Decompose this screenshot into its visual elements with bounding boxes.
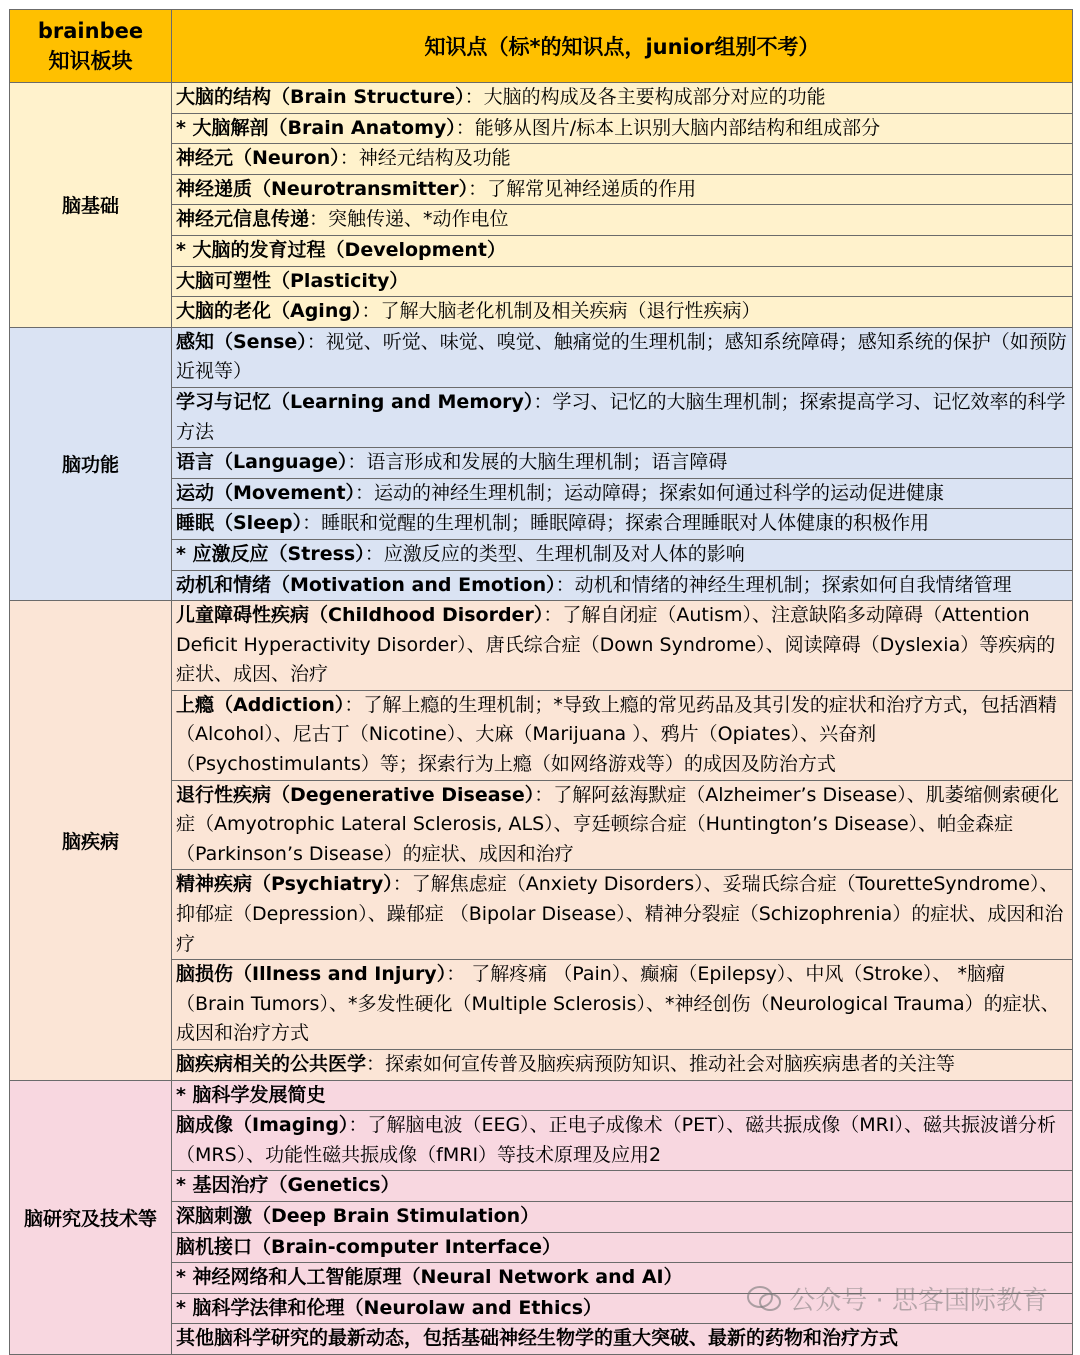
knowledge-item-desc: ：了解阿兹海默症（Alzheimer’s Disease）、肌萎缩侧索硬化症（Amyotrophic Lateral Sclerosis, ALS）、亨廷顿综合症（Huntington’s Disease）、帕金森症（Parkinson’s Disease）的症状、成因和治疗 <box>176 783 1059 865</box>
wechat-icon <box>747 1286 781 1312</box>
knowledge-item <box>172 1201 1073 1232</box>
knowledge-item-title: 神经元信息传递 <box>176 208 310 231</box>
knowledge-table <box>9 9 1073 1355</box>
knowledge-item-desc: ：了解上瘾的生理机制；*导致上瘾的常见药品及其引发的症状和治疗方式，包括酒精（Alcohol）、尼古丁（Nicotine）、大麻（Marijuana ）、鸦片（Opiates）、兴奋剂（Psychostimulants）等；探索行为上瘾（如网络游戏等）的成因及防治方式 <box>176 693 1057 776</box>
knowledge-item-title: 语言（Language） <box>176 451 348 474</box>
knowledge-item <box>172 83 1073 114</box>
knowledge-item <box>172 539 1073 570</box>
knowledge-item <box>172 1080 1073 1111</box>
knowledge-item-title: * 脑科学发展简史 <box>176 1083 326 1106</box>
knowledge-item-desc: ：大脑的构成及各主要构成部分对应的功能 <box>464 86 826 108</box>
knowledge-item <box>172 266 1073 297</box>
knowledge-item-title: 神经递质（Neurotransmitter） <box>176 177 469 200</box>
knowledge-item-title: 脑成像（Imaging） <box>176 1114 349 1137</box>
knowledge-item <box>172 235 1073 266</box>
header-col-category <box>10 10 172 83</box>
knowledge-item-desc: ：了解自闭症（Autism）、注意缺陷多动障碍（Attention Deficit Hyperactivity Disorder）、唐氏综合症（Down Syndrome）、阅读障碍（Dyslexia）等疾病的症状、成因、治疗 <box>176 604 1056 686</box>
knowledge-item-title: 脑机接口（Brain-computer Interface） <box>176 1235 561 1258</box>
knowledge-item-title: 脑损伤（Illness and Injury） <box>176 963 447 986</box>
category-brain-function: 脑功能 <box>10 327 172 600</box>
knowledge-item-title: * 基因治疗（Genetics） <box>176 1174 400 1197</box>
knowledge-item <box>172 205 1073 236</box>
knowledge-item <box>172 601 1073 691</box>
knowledge-item-title: 儿童障碍性疾病（Childhood Disorder） <box>176 604 544 627</box>
knowledge-item-title: 动机和情绪（Motivation and Emotion） <box>176 573 556 596</box>
category-brain-basics: 脑基础 <box>10 83 172 328</box>
knowledge-item <box>172 780 1073 870</box>
knowledge-item-desc: ：了解大脑老化机制及相关疾病（退行性疾病） <box>361 300 761 323</box>
knowledge-item-title: 上瘾（Addiction） <box>176 693 345 716</box>
knowledge-item <box>172 509 1073 540</box>
knowledge-item-title: * 大脑解剖（Brain Anatomy） <box>176 116 456 139</box>
knowledge-item-title: * 大脑的发育过程（Development） <box>176 238 506 261</box>
knowledge-item <box>172 1050 1073 1081</box>
knowledge-item <box>172 570 1073 601</box>
knowledge-item-title: 感知（Sense） <box>176 330 307 353</box>
knowledge-item-desc: ：睡眠和觉醒的生理机制；睡眠障碍；探索合理睡眠对人体健康的积极作用 <box>302 512 930 535</box>
table-header-row <box>10 10 1073 83</box>
header-col1-line1: brainbee <box>37 19 144 43</box>
knowledge-item-desc: ：语言形成和发展的大脑生理机制；语言障碍 <box>347 451 728 474</box>
knowledge-item-title: 神经元（Neuron） <box>176 147 340 170</box>
knowledge-item-title: 脑疾病相关的公共医学 <box>176 1053 367 1075</box>
knowledge-item <box>172 448 1073 479</box>
knowledge-item <box>172 870 1073 960</box>
header-col1-line2: 知识板块 <box>48 49 133 73</box>
knowledge-item-title: * 脑科学法律和伦理（Neurolaw and Ethics） <box>176 1296 603 1319</box>
knowledge-item-desc: ：视觉、听觉、味觉、嗅觉、触痛觉的生理机制；感知系统障碍；感知系统的保护（如预防近视等） <box>176 330 1067 383</box>
table-row <box>10 83 1073 114</box>
knowledge-item-desc: ：运动的神经生理机制；运动障碍；探索如何通过科学的运动促进健康 <box>355 481 945 504</box>
knowledge-item-title: 大脑的老化（Aging） <box>176 300 362 323</box>
knowledge-item-title: 大脑可塑性（Plasticity） <box>176 269 409 292</box>
knowledge-item-title: 其他脑科学研究的最新动态，包括基础神经生物学的重大突破、最新的药物和治疗方式 <box>176 1327 899 1350</box>
knowledge-item-title: 学习与记忆（Learning and Memory） <box>176 390 534 413</box>
knowledge-item-desc: ：动机和情绪的神经生理机制；探索如何自我情绪管理 <box>555 573 1012 596</box>
knowledge-item-desc: ：了解脑电波（EEG）、正电子成像术（PET）、磁共振成像（MRI）、磁共振波谱分析（MRS）、功能性磁共振成像（fMRI）等技术原理及应用2 <box>176 1114 1056 1166</box>
category-brain-disease: 脑疾病 <box>10 601 172 1081</box>
category-brain-research: 脑研究及技术等 <box>10 1080 172 1354</box>
knowledge-item-desc: ：学习、记忆的大脑生理机制；探索提高学习、记忆效率的科学方法 <box>176 390 1066 443</box>
knowledge-item-desc: ：探索如何宣传普及脑疾病预防知识、推动社会对脑疾病患者的关注等 <box>366 1053 956 1075</box>
knowledge-item-title: 运动（Movement） <box>176 481 356 504</box>
knowledge-item <box>172 327 1073 387</box>
knowledge-item <box>172 478 1073 509</box>
knowledge-item-desc: ：了解焦虑症（Anxiety Disorders）、妥瑞氏综合症（TouretteSyndrome）、抑郁症（Depression）、躁郁症 （Bipolar Disease）、精神分裂症（Schizophrenia）的症状、成因和治疗 <box>176 873 1064 955</box>
knowledge-item <box>172 144 1073 175</box>
knowledge-item <box>172 690 1073 780</box>
knowledge-item-desc: ：突触传递、*动作电位 <box>309 208 509 231</box>
knowledge-item <box>172 387 1073 447</box>
knowledge-item-title: 大脑的结构（Brain Structure） <box>176 86 465 108</box>
knowledge-item-title: * 神经网络和人工智能原理（Neural Network and AI） <box>176 1266 683 1289</box>
knowledge-item <box>172 174 1073 205</box>
knowledge-item-desc: ：应激反应的类型、生理机制及对人体的影响 <box>364 542 745 565</box>
watermark <box>747 1280 1048 1317</box>
header-col-knowledge: 知识点（标*的知识点，junior组别不考） <box>172 10 1073 83</box>
knowledge-item <box>172 1111 1073 1171</box>
knowledge-item <box>172 113 1073 144</box>
knowledge-item-desc: ：神经元结构及功能 <box>339 147 511 170</box>
knowledge-item-title: 退行性疾病（Degenerative Disease） <box>176 783 535 806</box>
table-row <box>10 601 1073 691</box>
knowledge-item <box>172 1171 1073 1202</box>
knowledge-item-title: 精神疾病（Psychiatry） <box>176 873 393 896</box>
knowledge-item-desc: ： 了解疼痛 （Pain）、癫痫（Epilepsy）、中风（Stroke）、 *脑瘤（Brain Tumors）、*多发性硬化（Multiple Sclerosis）、*神经创伤（Neurological Trauma）的症状、成因和治疗方式 <box>176 963 1060 1045</box>
table-row <box>10 327 1073 387</box>
knowledge-item <box>172 1324 1073 1355</box>
knowledge-item-title: * 应激反应（Stress） <box>176 542 365 565</box>
knowledge-item-desc: ：了解常见神经递质的作用 <box>468 177 697 200</box>
table-row <box>10 1080 1073 1111</box>
knowledge-item-title: 深脑刺激（Deep Brain Stimulation） <box>176 1204 540 1227</box>
knowledge-item <box>172 297 1073 328</box>
knowledge-item <box>172 960 1073 1050</box>
watermark-text: 公众号 · 思客国际教育 <box>789 1286 1048 1316</box>
knowledge-item <box>172 1232 1073 1263</box>
knowledge-item-desc: ：能够从图片/标本上识别大脑内部结构和组成部分 <box>455 116 881 139</box>
knowledge-item-title: 睡眠（Sleep） <box>176 512 303 535</box>
